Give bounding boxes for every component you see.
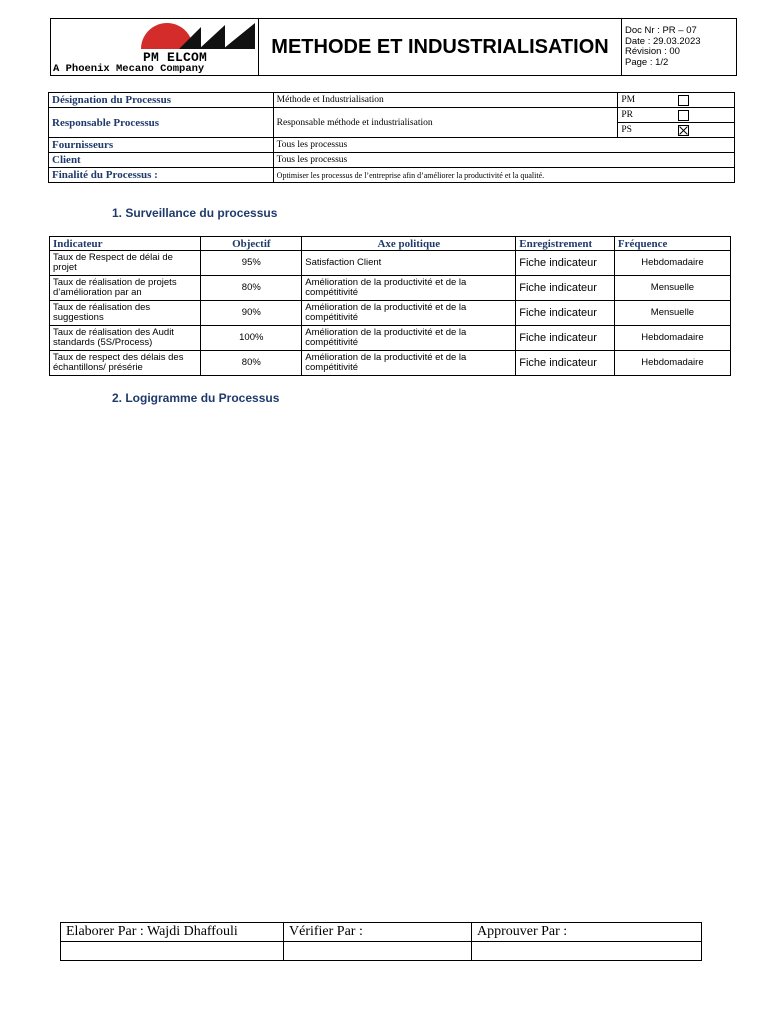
designation-value: Méthode et Industrialisation	[273, 93, 618, 108]
logo-cell	[51, 19, 259, 76]
process-table	[48, 92, 735, 183]
header-indicateur: Indicateur	[50, 237, 201, 251]
cell-indicateur: Taux de Respect de délai de projet	[50, 251, 201, 276]
checkbox-ps-checked-icon	[678, 125, 689, 136]
document-title: METHODE ET INDUSTRIALISATION	[259, 19, 622, 76]
cell-frequence: Mensuelle	[614, 301, 730, 326]
type-pr-label: PR	[621, 110, 633, 120]
cell-objectif: 90%	[201, 301, 302, 326]
cell-axe: Amélioration de la productivité et de la compétitivité	[302, 276, 516, 301]
type-pm	[618, 93, 735, 108]
doc-number: Doc Nr : PR – 07	[625, 25, 697, 36]
elaborer-signature	[61, 942, 284, 961]
cell-frequence: Mensuelle	[614, 276, 730, 301]
signature-table	[60, 922, 702, 961]
verifier-signature	[284, 942, 472, 961]
logo-mark-icon	[139, 21, 257, 51]
cell-frequence: Hebdomadaire	[614, 326, 730, 351]
cell-enregistrement: Fiche indicateur	[516, 251, 615, 276]
section-heading-surveillance: 1. Surveillance du processus	[112, 206, 278, 220]
doc-revision: Révision : 00	[625, 46, 680, 57]
header-enregistrement: Enregistrement	[516, 237, 615, 251]
document-header	[50, 18, 737, 76]
indicators-table	[49, 236, 731, 376]
cell-objectif: 95%	[201, 251, 302, 276]
elaborer-par: Elaborer Par : Wajdi Dhaffouli	[61, 923, 284, 942]
header-frequence: Fréquence	[614, 237, 730, 251]
cell-axe: Amélioration de la productivité et de la compétitivité	[302, 326, 516, 351]
cell-axe: Amélioration de la productivité et de la compétitivité	[302, 301, 516, 326]
header-objectif: Objectif	[201, 237, 302, 251]
type-ps	[618, 123, 735, 138]
designation-label: Désignation du Processus	[49, 93, 274, 108]
client-label: Client	[49, 153, 274, 168]
cell-indicateur: Taux de réalisation de projets d’amélioration par an	[50, 276, 201, 301]
type-ps-label: PS	[621, 125, 632, 135]
cell-enregistrement: Fiche indicateur	[516, 301, 615, 326]
type-pm-label: PM	[621, 95, 636, 105]
section-heading-logigramme: 2. Logigramme du Processus	[112, 391, 280, 405]
fournisseurs-value: Tous les processus	[273, 138, 734, 153]
type-pr	[618, 108, 735, 123]
company-logo	[51, 19, 258, 75]
approuver-par: Approuver Par :	[472, 923, 702, 942]
checkbox-pm-icon	[678, 95, 689, 106]
table-row	[50, 351, 731, 376]
cell-objectif: 80%	[201, 351, 302, 376]
cell-enregistrement: Fiche indicateur	[516, 351, 615, 376]
cell-indicateur: Taux de réalisation des suggestions	[50, 301, 201, 326]
approuver-signature	[472, 942, 702, 961]
cell-enregistrement: Fiche indicateur	[516, 276, 615, 301]
responsable-value: Responsable méthode et industrialisation	[273, 108, 618, 138]
checkbox-pr-icon	[678, 110, 689, 121]
logo-tagline: A Phoenix Mecano Company	[53, 63, 205, 75]
header-axe-politique: Axe politique	[302, 237, 516, 251]
responsable-label: Responsable Processus	[49, 108, 274, 138]
doc-date: Date : 29.03.2023	[625, 35, 701, 47]
cell-indicateur: Taux de réalisation des Audit standards (5S/Process)	[50, 326, 201, 351]
table-row	[50, 326, 731, 351]
client-value: Tous les processus	[273, 153, 734, 168]
cell-indicateur: Taux de respect des délais des échantillons/ présérie	[50, 351, 201, 376]
document-info	[622, 19, 737, 76]
table-row	[50, 276, 731, 301]
cell-objectif: 100%	[201, 326, 302, 351]
fournisseurs-label: Fournisseurs	[49, 138, 274, 153]
cell-enregistrement: Fiche indicateur	[516, 326, 615, 351]
doc-page: Page : 1/2	[625, 56, 669, 68]
table-row	[50, 251, 731, 276]
cell-objectif: 80%	[201, 276, 302, 301]
cell-frequence: Hebdomadaire	[614, 351, 730, 376]
finalite-label: Finalité du Processus :	[49, 168, 274, 183]
cell-axe: Amélioration de la productivité et de la compétitivité	[302, 351, 516, 376]
cell-axe: Satisfaction Client	[302, 251, 516, 276]
finalite-value: Optimiser les processus de l’entreprise afin d’améliorer la productivité et la qualité.	[273, 168, 734, 183]
table-row	[50, 301, 731, 326]
cell-frequence: Hebdomadaire	[614, 251, 730, 276]
indicators-header-row	[50, 237, 731, 251]
verifier-par: Vérifier Par :	[284, 923, 472, 942]
logo-name: PM ELCOM	[143, 50, 208, 65]
